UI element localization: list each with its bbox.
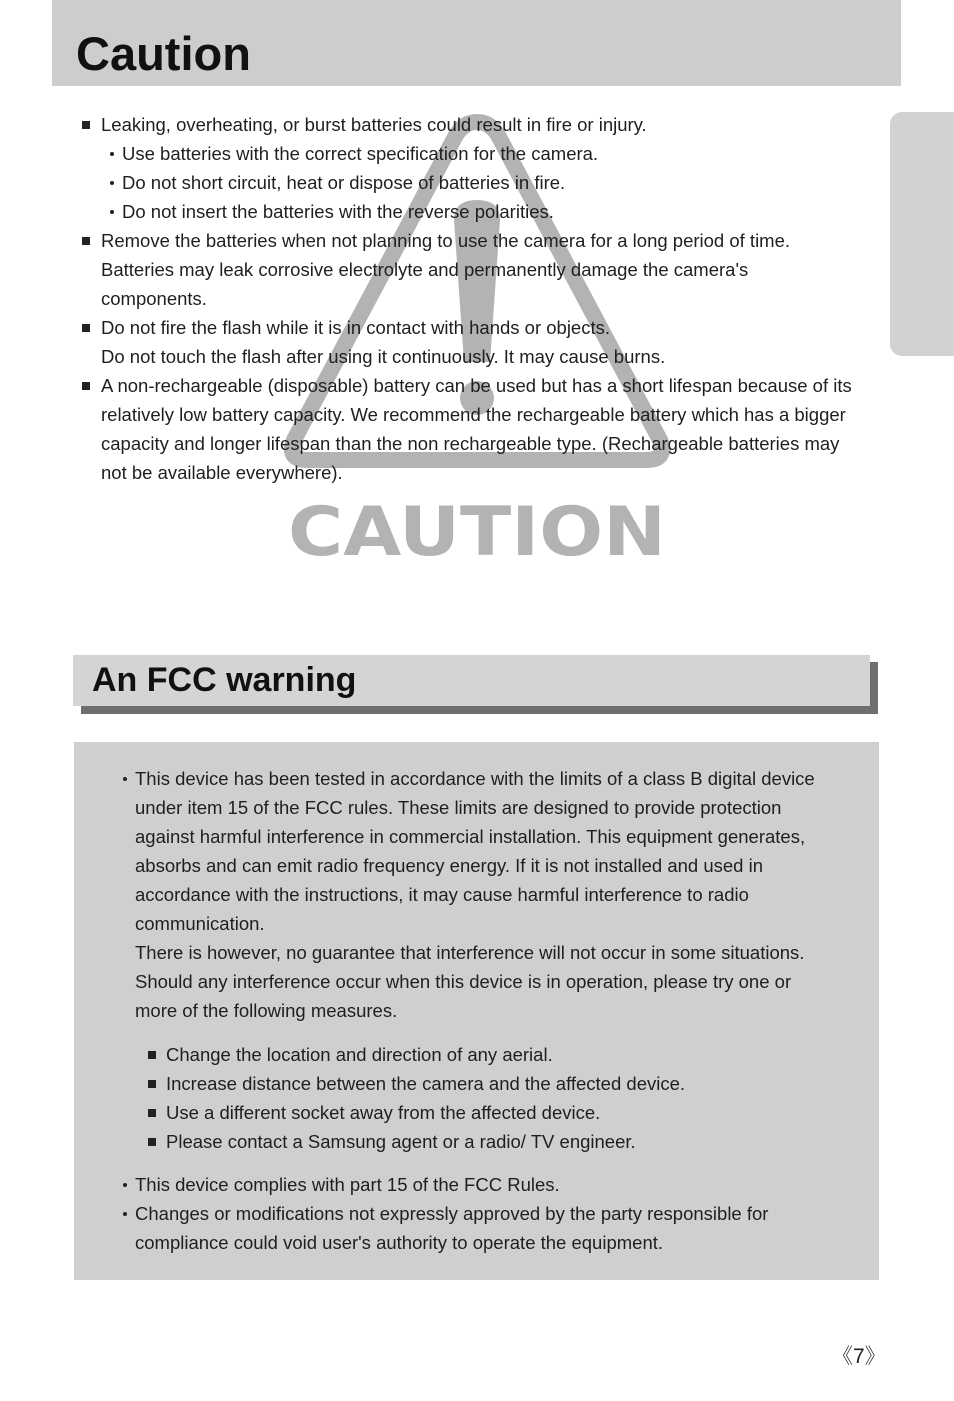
caution-item-line: components. bbox=[101, 288, 207, 309]
caution-item-line: Batteries may leak corrosive electrolyte and permanently damage the camera's bbox=[101, 259, 749, 280]
fcc-intro bbox=[120, 764, 840, 1025]
caution-item bbox=[80, 226, 880, 313]
caution-subitem bbox=[80, 197, 880, 226]
fcc-intro-line: absorbs and can emit radio frequency energy. If it is not installed and used in bbox=[135, 855, 763, 876]
fcc-measure-text: Change the location and direction of any aerial. bbox=[166, 1044, 553, 1065]
caution-item bbox=[80, 313, 880, 371]
header-band bbox=[52, 0, 901, 86]
fcc-measure-item bbox=[120, 1040, 840, 1069]
fcc-measure-text: Please contact a Samsung agent or a radio/ TV engineer. bbox=[166, 1131, 636, 1152]
dot-bullet-icon bbox=[123, 777, 127, 781]
fcc-measure-text: Increase distance between the camera and the affected device. bbox=[166, 1073, 686, 1094]
square-bullet-icon bbox=[148, 1138, 156, 1146]
fcc-intro-line: There is however, no guarantee that interference will not occur in some situations. bbox=[135, 942, 805, 963]
fcc-measure-text: Use a different socket away from the affected device. bbox=[166, 1102, 601, 1123]
fcc-measures-list bbox=[120, 1040, 840, 1156]
fcc-intro-line: under item 15 of the FCC rules. These limits are designed to provide protection bbox=[135, 797, 782, 818]
dot-bullet-icon bbox=[123, 1183, 127, 1187]
caution-item-line: capacity and longer lifespan than the non rechargeable type. (Rechargeable batteries may bbox=[101, 433, 840, 454]
square-bullet-icon bbox=[82, 121, 90, 129]
dot-bullet-icon bbox=[110, 181, 114, 185]
caution-item-line: relatively low battery capacity. We recommend the rechargeable battery which has a bigger bbox=[101, 404, 846, 425]
fcc-note bbox=[120, 1199, 840, 1257]
caution-subitem-text: Do not short circuit, heat or dispose of batteries in fire. bbox=[122, 172, 566, 193]
fcc-intro-line: more of the following measures. bbox=[135, 1000, 398, 1021]
fcc-intro-line: Should any interference occur when this device is in operation, please try one or bbox=[135, 971, 792, 992]
fcc-intro-line: accordance with the instructions, it may cause harmful interference to radio bbox=[135, 884, 749, 905]
caution-list bbox=[80, 110, 880, 487]
square-bullet-icon bbox=[82, 324, 90, 332]
dot-bullet-icon bbox=[123, 1212, 127, 1216]
square-bullet-icon bbox=[148, 1051, 156, 1059]
fcc-intro-line: communication. bbox=[135, 913, 265, 934]
caution-subitem bbox=[80, 139, 880, 168]
fcc-title: An FCC warning bbox=[92, 661, 357, 699]
caution-item-line: not be available everywhere). bbox=[101, 462, 343, 483]
page-number: 《7》 bbox=[832, 1345, 886, 1368]
fcc-note-line: Changes or modifications not expressly approved by the party responsible for bbox=[135, 1203, 769, 1224]
caution-subitem bbox=[80, 168, 880, 197]
caution-subitem-text: Do not insert the batteries with the reverse polarities. bbox=[122, 201, 554, 222]
fcc-note bbox=[120, 1170, 840, 1199]
square-bullet-icon bbox=[148, 1109, 156, 1117]
watermark-label: CAUTION bbox=[288, 493, 666, 570]
caution-item-line: A non-rechargeable (disposable) battery can be used but has a short lifespan because of its bbox=[101, 375, 852, 396]
caution-subitem-text: Use batteries with the correct specification for the camera. bbox=[122, 143, 599, 164]
square-bullet-icon bbox=[148, 1080, 156, 1088]
fcc-intro-line: against harmful interference in commercial installation. This equipment generates, bbox=[135, 826, 806, 847]
caution-item-line: Leaking, overheating, or burst batteries could result in fire or injury. bbox=[101, 114, 647, 135]
fcc-measure-item bbox=[120, 1098, 840, 1127]
caution-item-line: Do not fire the flash while it is in contact with hands or objects. bbox=[101, 317, 611, 338]
fcc-title-band bbox=[73, 655, 870, 706]
fcc-content bbox=[120, 764, 840, 1257]
dot-bullet-icon bbox=[110, 210, 114, 214]
square-bullet-icon bbox=[82, 237, 90, 245]
fcc-measure-item bbox=[120, 1069, 840, 1098]
dot-bullet-icon bbox=[110, 152, 114, 156]
side-tab bbox=[890, 112, 954, 356]
square-bullet-icon bbox=[82, 382, 90, 390]
caution-item bbox=[80, 371, 880, 487]
caution-item bbox=[80, 110, 880, 139]
fcc-measure-item bbox=[120, 1127, 840, 1156]
page-title: Caution bbox=[76, 27, 251, 80]
fcc-note-line: compliance could void user's authority to operate the equipment. bbox=[135, 1232, 664, 1253]
caution-item-line: Remove the batteries when not planning to use the camera for a long period of time. bbox=[101, 230, 791, 251]
fcc-intro-line: This device has been tested in accordance with the limits of a class B digital device bbox=[135, 768, 815, 789]
fcc-note-line: This device complies with part 15 of the FCC Rules. bbox=[135, 1174, 560, 1195]
caution-item-line: Do not touch the flash after using it continuously. It may cause burns. bbox=[101, 346, 666, 367]
